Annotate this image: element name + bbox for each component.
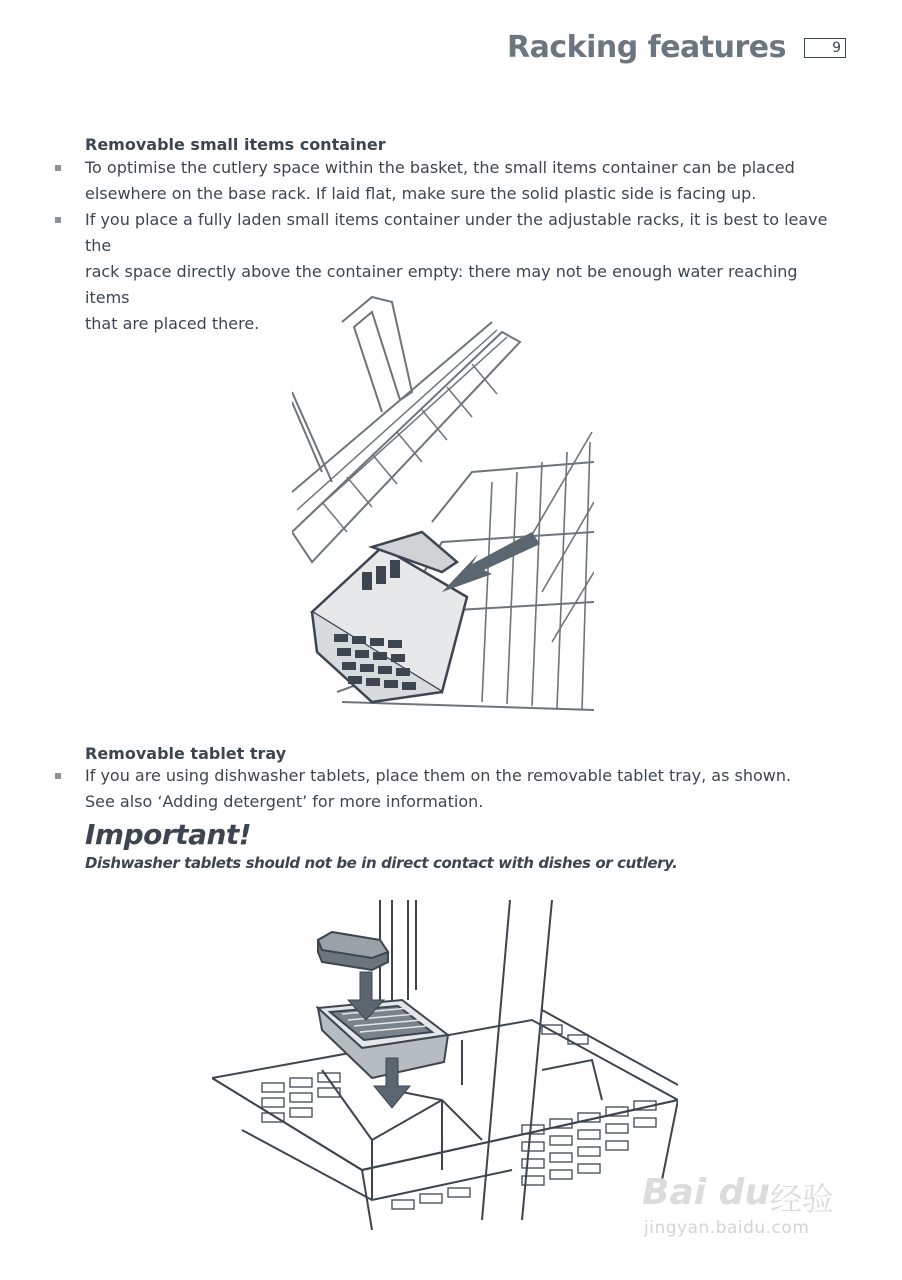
list-item: If you place a fully laden small items container under the adjustable racks, it is best to leave the rack space directly above the container empty: there may not be enough water reaching items that are placed there. xyxy=(55,207,845,337)
watermark-logo: Bai du xyxy=(642,1172,771,1213)
important-heading: Important! xyxy=(85,818,252,851)
bullet-square-icon xyxy=(55,773,61,779)
important-note: Dishwasher tablets should not be in direct contact with dishes or cutlery. xyxy=(85,854,678,872)
list-item: To optimise the cutlery space within the basket, the small items container can be placed elsewhere on the base rack. If laid flat, make sure the solid plastic side is facing up. xyxy=(55,155,845,207)
page-title: Racking features xyxy=(507,30,786,65)
bullet-square-icon xyxy=(55,217,61,223)
watermark-cjk: 经验 xyxy=(770,1180,835,1218)
section-heading-tablet-tray: Removable tablet tray xyxy=(85,744,287,763)
section-heading-small-items: Removable small items container xyxy=(85,135,386,154)
small-items-container-illustration xyxy=(292,292,594,724)
page-number: 9 xyxy=(804,38,846,58)
watermark-url: jingyan.baidu.com xyxy=(644,1218,810,1238)
bullet-square-icon xyxy=(55,165,61,171)
bullet-list-tablet-tray xyxy=(55,763,845,815)
list-item: If you are using dishwasher tablets, place them on the removable tablet tray, as shown. See also ‘Adding detergent’ for more information. xyxy=(55,763,845,815)
tablet-tray-illustration xyxy=(212,900,678,1230)
